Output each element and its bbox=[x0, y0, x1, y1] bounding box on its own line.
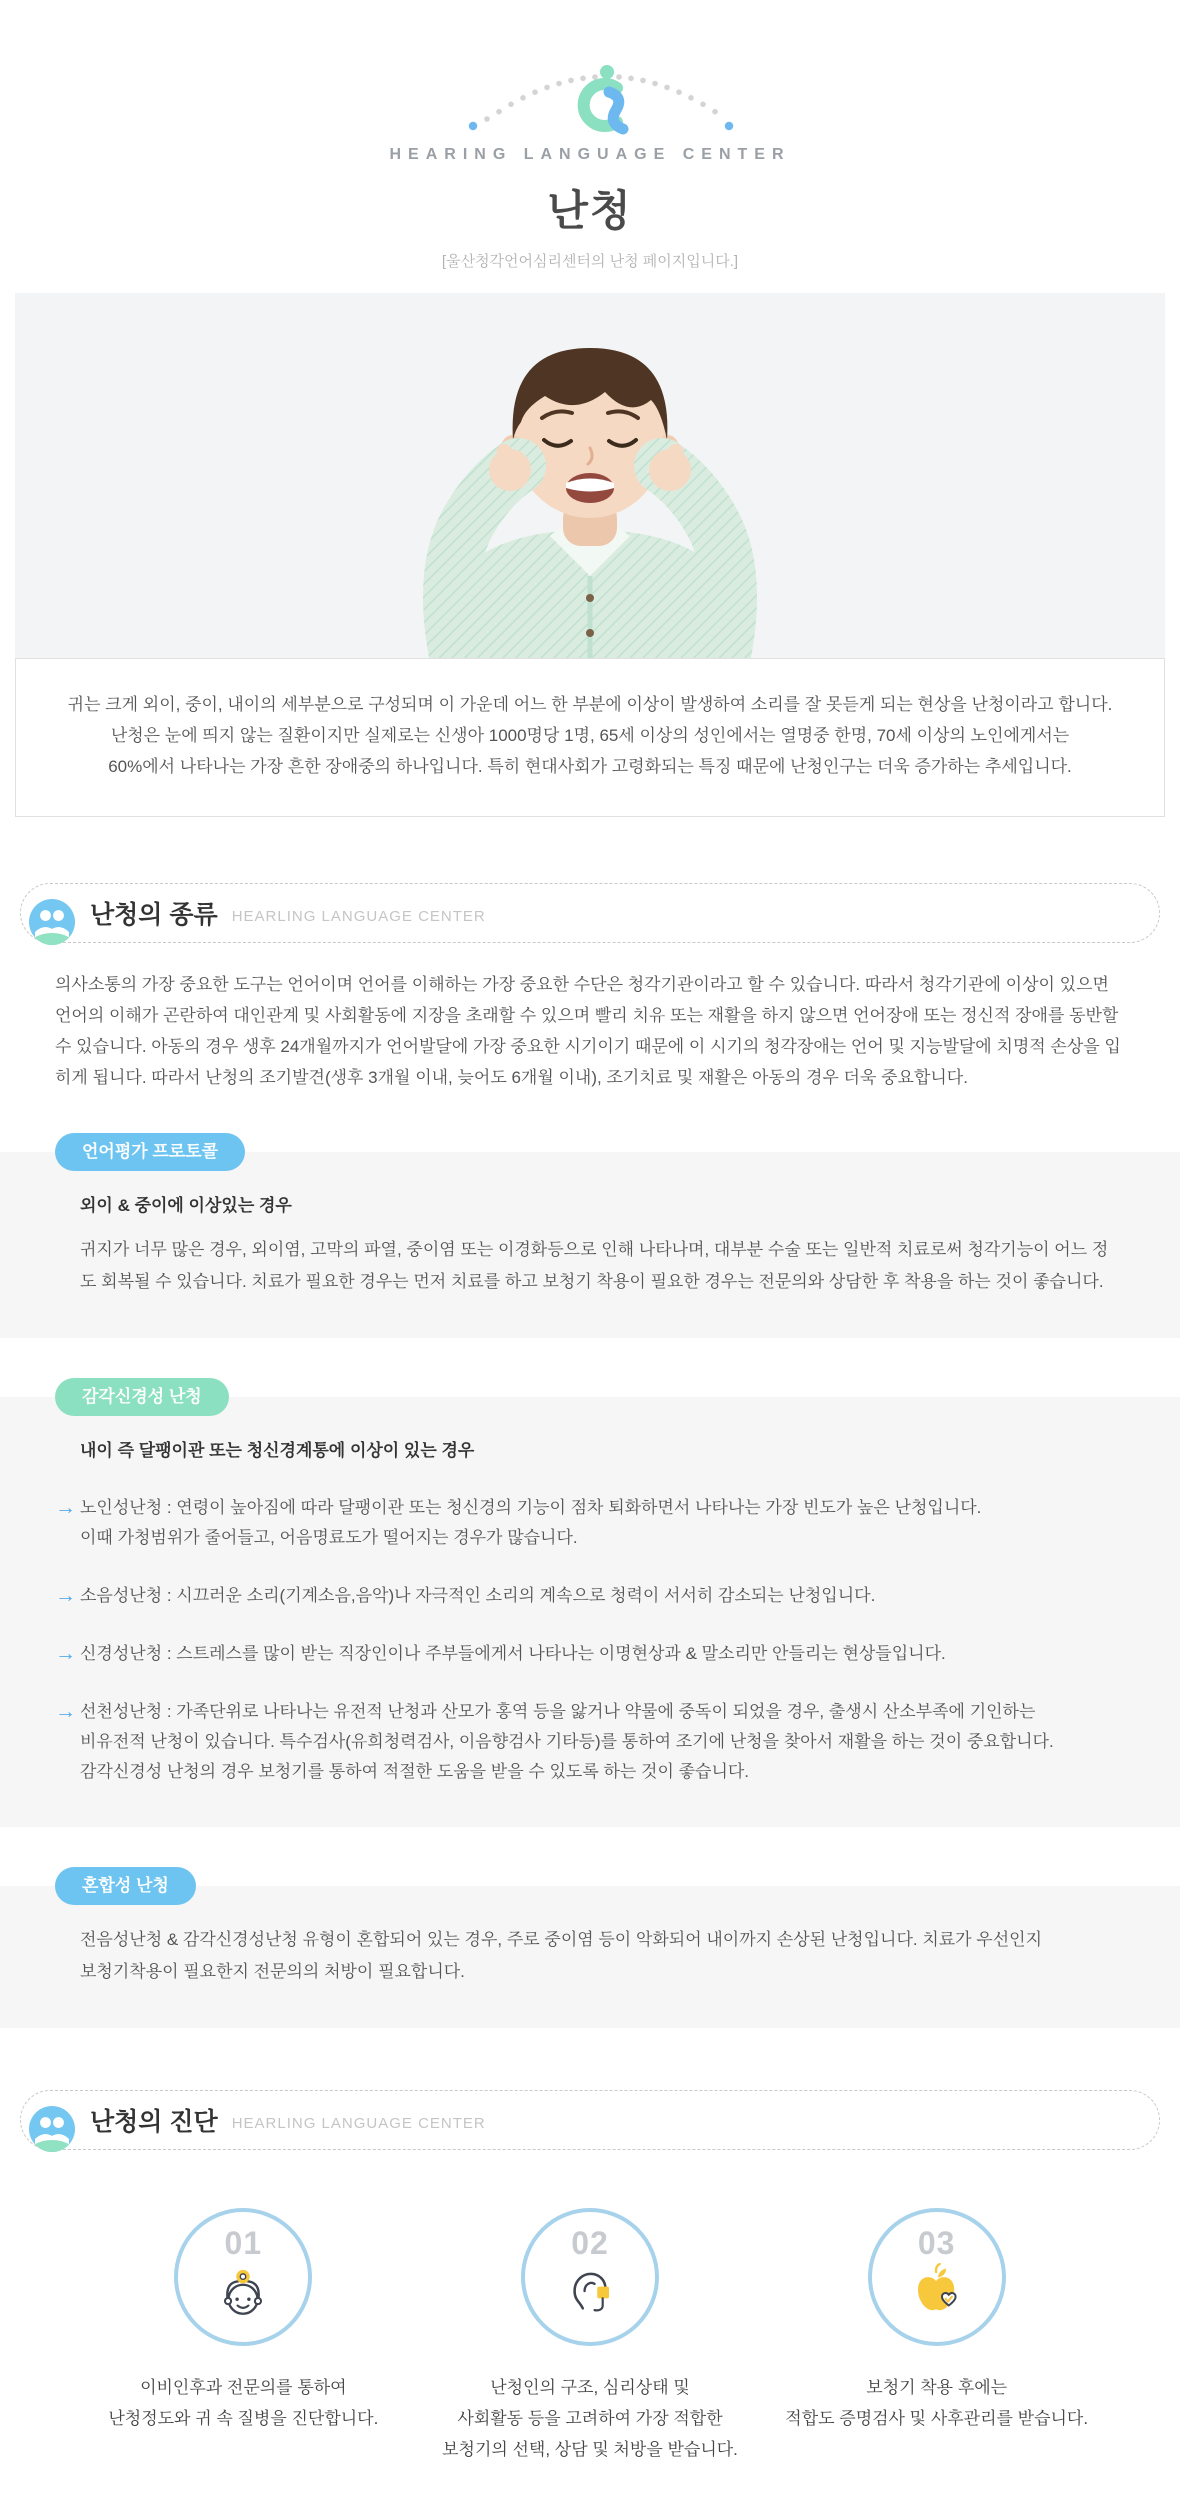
hero-image bbox=[15, 293, 1165, 658]
badge-protocol: 언어평가 프로토콜 bbox=[55, 1133, 245, 1171]
list-item-line: 신경성난청 : 스트레스를 많이 받는 직장인이나 주부들에게서 나타나는 이명현상과 & 말소리만 안들리는 현상들입니다. bbox=[80, 1644, 946, 1663]
people-circle-icon bbox=[29, 899, 75, 945]
page-subtitle: [울산청각언어심리센터의 난청 페이지입니다.] bbox=[441, 253, 739, 270]
list-item-line: 노인성난청 : 연령이 높아짐에 따라 달팽이관 또는 청신경의 기능이 점차 퇴화하면서 나타나는 가장 빈도가 높은 난청입니다. bbox=[80, 1498, 982, 1517]
intro-line: 귀는 크게 외이, 중이, 내이의 세부분으로 구성되며 이 가운데 어느 한 부분에 이상이 발생하여 소리를 잘 못듣게 되는 현상을 난청이라고 합니다. bbox=[67, 695, 1113, 714]
logo-arc-and-mark-icon bbox=[440, 28, 740, 136]
mixed-line: 전음성난청 & 감각신경성난청 유형이 혼합되어 있는 경우, 주로 중이염 등이 악화되어 내이까지 손상된 난청입니다. 치료가 우선인지 bbox=[80, 1930, 1042, 1949]
intro-line: 60%에서 나타나는 가장 흔한 장애중의 하나입니다. 특히 현대사회가 고령화되는 특징 때문에 난청인구는 더욱 증가하는 추세입니다. bbox=[108, 757, 1072, 776]
step-circle bbox=[174, 2208, 312, 2346]
list-item-line: 감각신경성 난청의 경우 보청기를 통하여 적절한 도움을 받을 수 있도록 하는 것이 좋습니다. bbox=[80, 1762, 750, 1781]
brand-text: HEARING LANGUAGE CENTER bbox=[389, 146, 791, 163]
doctor-icon bbox=[214, 2263, 272, 2321]
step-number: 03 bbox=[917, 2225, 956, 2261]
list-item bbox=[55, 1493, 1120, 1553]
step-line: 난청정도와 귀 속 질병을 진단합니다. bbox=[108, 2409, 379, 2428]
step-line: 보청기의 선택, 상담 및 처방을 받습니다. bbox=[442, 2440, 738, 2459]
mixed-line: 보청기착용이 필요한지 전문의의 처방이 필요합니다. bbox=[80, 1962, 465, 1981]
step-line: 난청인의 구조, 심리상태 및 bbox=[490, 2378, 690, 2397]
apple-heart-icon bbox=[908, 2263, 966, 2321]
badge-mixed: 혼합성 난청 bbox=[55, 1867, 196, 1905]
intro-line: 난청은 눈에 띄지 않는 질환이지만 실제로는 신생아 1000명당 1명, 65세 이상의 성인에서는 열명중 한명, 70세 이상의 노인에게서는 bbox=[110, 726, 1070, 745]
list-item bbox=[55, 1639, 1120, 1669]
section-brand-small: HEARLING LANGUAGE CENTER bbox=[231, 907, 486, 925]
ear-hearing-aid-icon bbox=[561, 2263, 619, 2321]
arrow-icon: → bbox=[55, 1642, 76, 1665]
mixed-panel bbox=[0, 1886, 1180, 2028]
step-circle bbox=[868, 2208, 1006, 2346]
arrow-icon: → bbox=[55, 1584, 76, 1607]
list-item-line: 소음성난청 : 시끄러운 소리(기계소음,음악)나 자극적인 소리의 계속으로 청력이 서서히 감소되는 난청입니다. bbox=[80, 1586, 876, 1605]
step-description bbox=[417, 2372, 764, 2465]
step-line: 보청기 착용 후에는 bbox=[866, 2378, 1008, 2397]
step-line: 적합도 증명검사 및 사후관리를 받습니다. bbox=[785, 2409, 1089, 2428]
diagnosis-step-1 bbox=[70, 2208, 417, 2465]
arrow-icon: → bbox=[55, 1496, 76, 1519]
types-description: 의사소통의 가장 중요한 도구는 언어이며 언어를 이해하는 가장 중요한 수단은 청각기관이라고 할 수 있습니다. 따라서 청각기관에 이상이 있으면 언어의 이해가 곤란하여 대인관계 및 사회활동에 지장을 초래할 수 있으며 빨리 치유 또는 재활을 하지 않으면 언어장애 또는 정신적 장애를 동반할 수 있습니다. 아동의 경우 생후 24개월까지가 언어발달에 가장 중요한 시기이기 때문에 이 시기의 청각장애는 언어 및 지능발달에 치명적 손상을 입히게 됩니다. 따라서 난청의 조기발견(생후 3개월 이내, 늦어도 6개월 이내), 조기치료 및 재활은 아동의 경우 더욱 중요합니다. bbox=[55, 975, 1121, 1087]
page-header bbox=[0, 0, 1180, 271]
sensorineural-heading: 내이 즉 달팽이관 또는 청신경계통에 이상이 있는 경우 bbox=[80, 1441, 475, 1460]
protocol-body: 귀지가 너무 많은 경우, 외이염, 고막의 파열, 중이염 또는 이경화등으로 인해 나타나며, 대부분 수술 또는 일반적 치료로써 청각기능이 어느 정도 회복될 수 있습니다. 치료가 필요한 경우는 먼저 치료를 하고 보청기 착용이 필요한 경우는 전문의와 상담한 후 착용을 하는 것이 좋습니다. bbox=[80, 1240, 1109, 1291]
step-line: 이비인후과 전문의를 통하여 bbox=[140, 2378, 347, 2397]
section-title-diagnosis: 난청의 진단 bbox=[90, 2108, 218, 2136]
intro-box bbox=[15, 658, 1165, 817]
boy-plugging-ears-illustration bbox=[210, 293, 970, 658]
step-number: 02 bbox=[571, 2225, 609, 2261]
section-header-types bbox=[20, 883, 1160, 943]
diagnosis-step-2 bbox=[417, 2208, 764, 2465]
step-number: 01 bbox=[224, 2225, 263, 2261]
sensorineural-panel bbox=[0, 1397, 1180, 1827]
protocol-panel bbox=[0, 1152, 1180, 1338]
people-circle-icon bbox=[29, 2106, 75, 2152]
diagnosis-steps bbox=[70, 2208, 1110, 2465]
diagnosis-step-3 bbox=[763, 2208, 1110, 2465]
list-item-line: 선천성난청 : 가족단위로 나타나는 유전적 난청과 산모가 홍역 등을 앓거나 약물에 중독이 되었을 경우, 출생시 산소부족에 기인하는 bbox=[80, 1702, 1036, 1721]
section-header-diagnosis bbox=[20, 2090, 1160, 2150]
list-item-line: 비유전적 난청이 있습니다. 특수검사(유희청력검사, 이음향검사 기타등)를 통하여 조기에 난청을 찾아서 재활을 하는 것이 중요합니다. bbox=[80, 1732, 1054, 1751]
step-description bbox=[763, 2372, 1110, 2434]
section-brand-small: HEARLING LANGUAGE CENTER bbox=[231, 2114, 486, 2132]
list-item bbox=[55, 1581, 1120, 1611]
section-title-types: 난청의 종류 bbox=[90, 901, 218, 929]
step-description bbox=[70, 2372, 417, 2434]
protocol-heading: 외이 & 중이에 이상있는 경우 bbox=[80, 1196, 292, 1215]
page-title: 난청 bbox=[547, 187, 633, 234]
list-item bbox=[55, 1697, 1120, 1787]
list-item-line: 이때 가청범위가 줄어들고, 어음명료도가 떨어지는 경우가 많습니다. bbox=[80, 1528, 578, 1547]
arrow-icon: → bbox=[55, 1700, 76, 1723]
step-circle bbox=[521, 2208, 659, 2346]
step-line: 사회활동 등을 고려하여 가장 적합한 bbox=[457, 2409, 723, 2428]
badge-sensorineural: 감각신경성 난청 bbox=[55, 1378, 229, 1416]
logo bbox=[0, 26, 1180, 136]
